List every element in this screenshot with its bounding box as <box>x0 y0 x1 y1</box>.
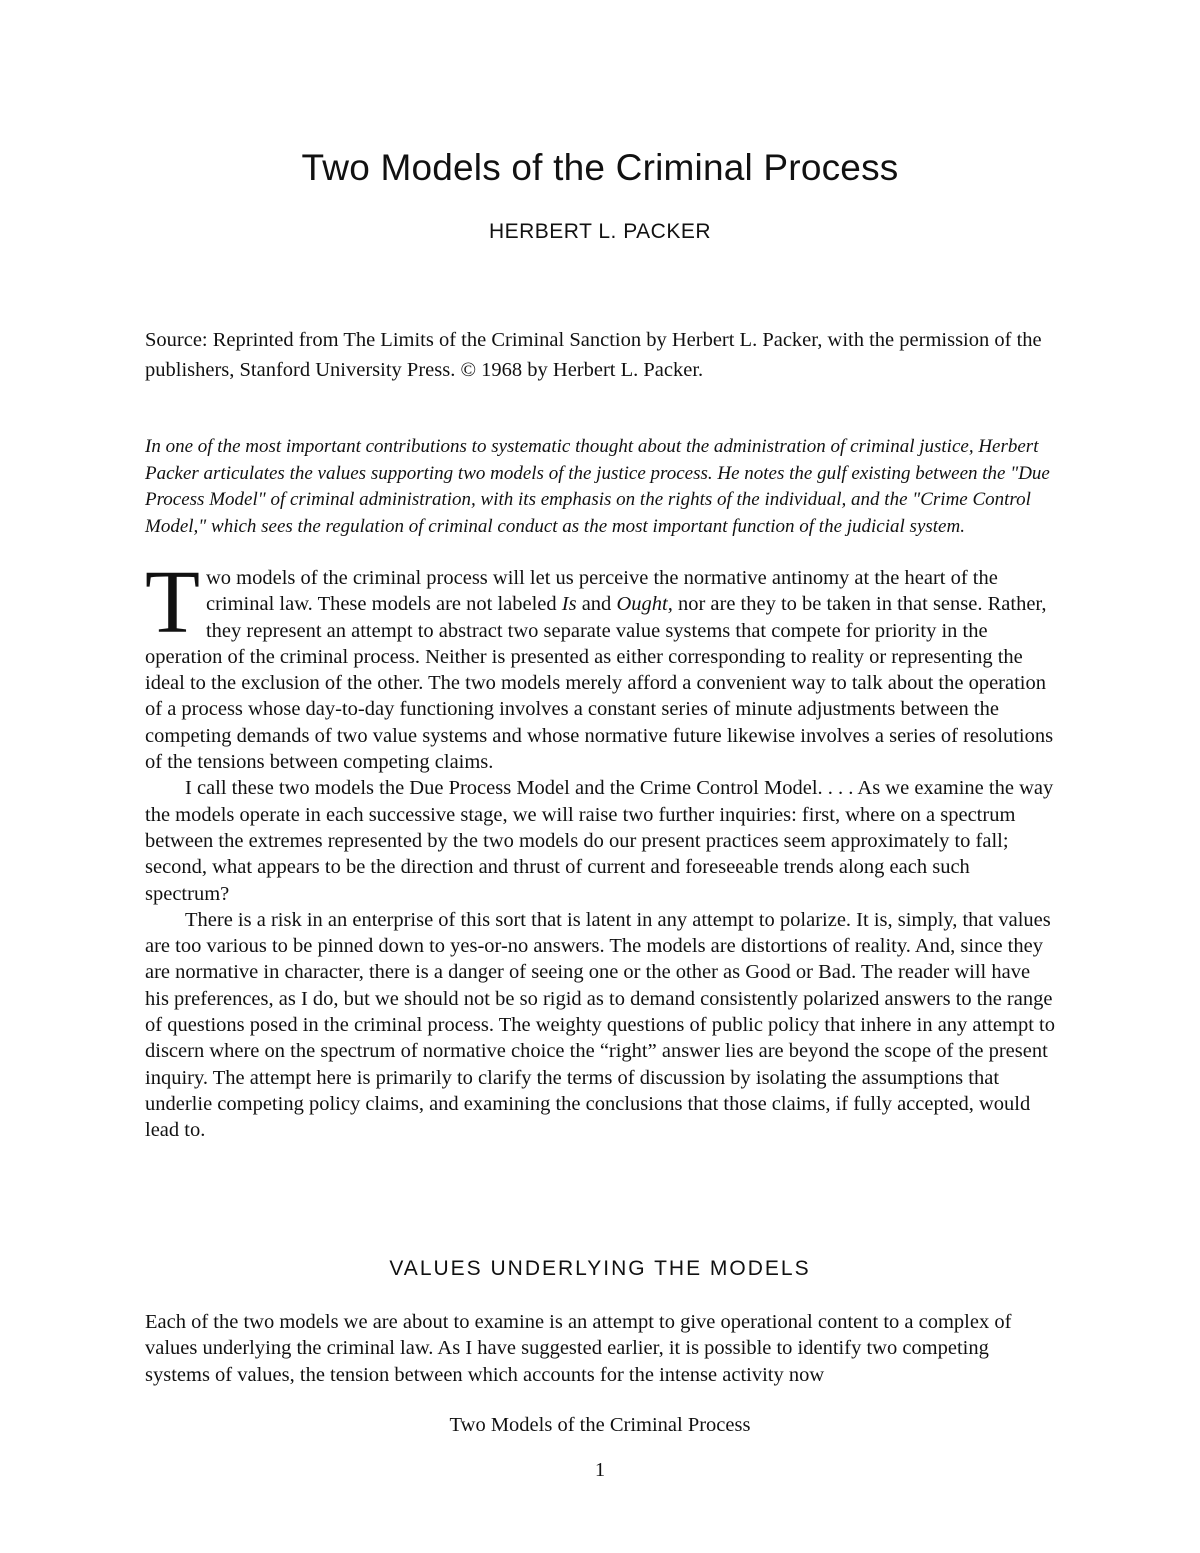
paragraph-4: Each of the two models we are about to examine is an attempt to give operational content to a complex of values underlying the criminal law. As I have suggested earlier, it is possible to identify two competing systems of values, the tension between which accounts for the intense activity now <box>145 1311 1012 1386</box>
paragraph-1-text-a: wo models of the criminal process will let us perceive the normative antinomy at the heart of the criminal law. These models are not labeled <box>205 567 998 616</box>
author-name: HERBERT L. PACKER <box>488 220 712 243</box>
source-note: Source: Reprinted from The Limits of the Criminal Sanction by Herbert L. Packer, with the permission of the publishers, Stanford University Press. © 1968 by Herbert L. Packer. <box>145 329 1042 381</box>
running-footer: Two Models of the Criminal Process <box>449 1414 751 1436</box>
term-is: Is <box>561 593 577 616</box>
page-number: 1 <box>594 1459 606 1481</box>
paragraph-1-and: and <box>576 593 617 616</box>
paragraph-1-text-b: nor are they to be taken in that sense. Rather, they represent an attempt to abstract two separate value systems that compete for priority in the operation of the criminal process. Neither is presented as either corresponding to reality or representing the ideal to the exclusion of the other. The two models merely afford a convenient way to talk about the operation of a process whose day-to-day functioning involves a constant series of minute adjustments between the competing demands of two value systems and whose normative future likewise involves a series of resolutions of the tensions between competing claims. <box>145 593 1054 774</box>
paragraph-1 <box>145 553 1055 775</box>
paragraph-2: I call these two models the Due Process Model and the Crime Control Model. . . . As we examine the way the models operate in each successive stage, we will raise two further inquiries: first, where on a spectrum between the extremes represented by the two models do our present practices seem approximately to fall; second, what appears to be the direction and thrust of current and foreseeable trends along each such spectrum? <box>145 777 1054 905</box>
section-heading: VALUES UNDERLYING THE MODELS <box>389 1257 811 1280</box>
paragraph-3: There is a risk in an enterprise of this sort that is latent in any attempt to polarize. It is, simply, that values are too various to be pinned down to yes-or-no answers. The models are distortions of reality. And, since they are normative in character, there is a danger of seeing one or the other as Good or Bad. The reader will have his preferences, as I do, but we should not be so rigid as to demand consistently polarized answers to the range of questions posed in the criminal process. The weighty questions of public policy that inhere in any attempt to discern where on the spectrum of normative choice the “right” answer lies are beyond the scope of the present inquiry. The attempt here is primarily to clarify the terms of discussion by isolating the assumptions that underlie competing policy claims, and examining the conclusions that those claims, if fully accepted, would lead to. <box>145 908 1055 1142</box>
page-title: Two Models of the Criminal Process <box>301 147 899 188</box>
drop-cap: T <box>145 553 200 652</box>
abstract-text: In one of the most important contributions to systematic thought about the administration of criminal justice, Herbert Packer articulates the values supporting two models of the justice process. He notes the gulf existing between the "Due Process Model" of criminal administration, with its emphasis on the rights of the individual, and the "Crime Control Model," which sees the regulation of criminal conduct as the most important function of the judicial system. <box>145 436 1050 537</box>
body-text <box>145 553 1055 1144</box>
term-ought: Ought, <box>616 593 673 616</box>
